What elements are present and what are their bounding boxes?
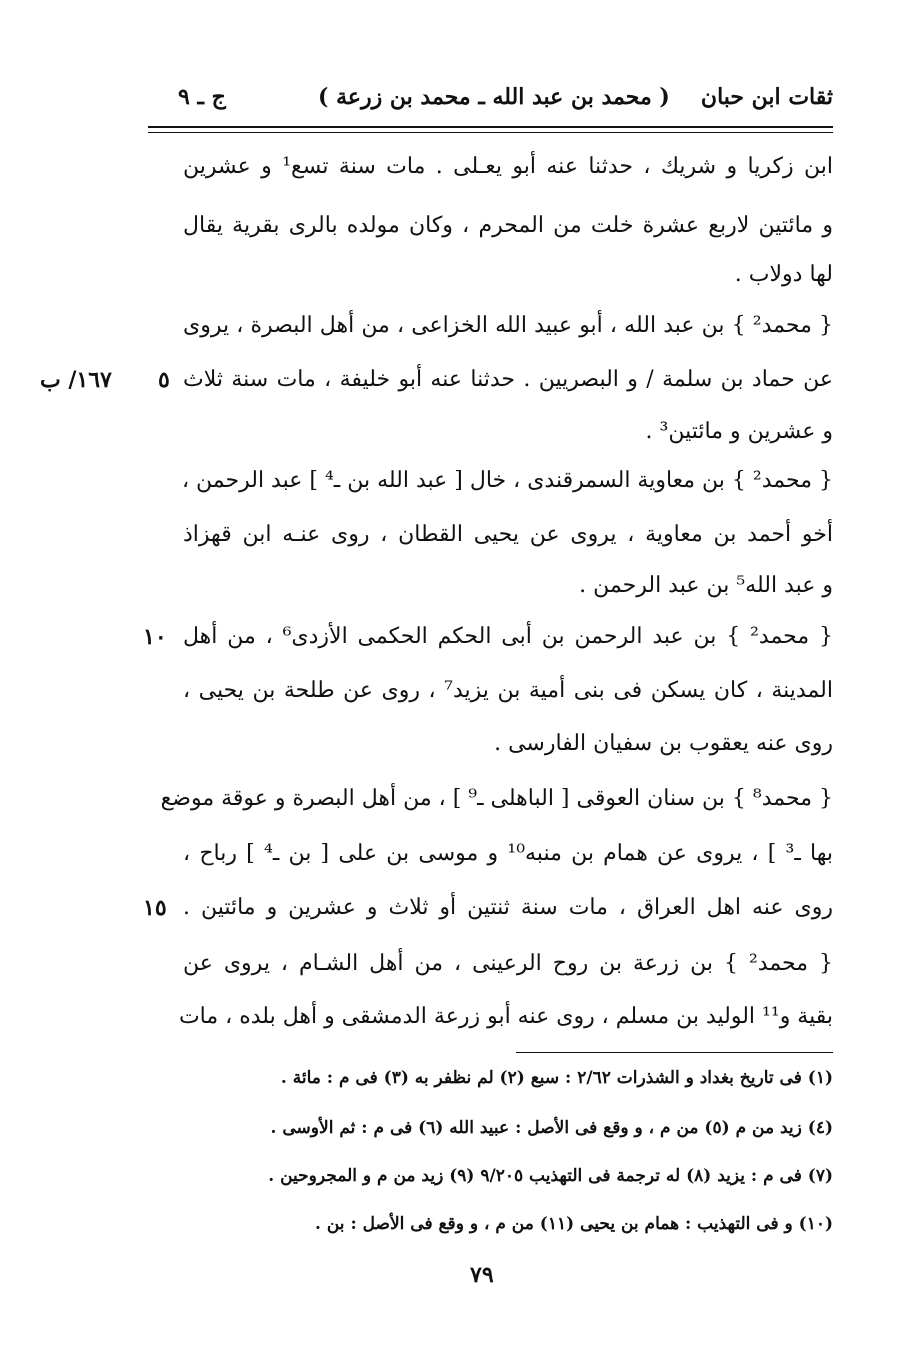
running-head-book-title: ثقات ابن حبان: [700, 84, 833, 110]
footnote-line: (٧) فى م : يزيد (٨) له ترجمة فى التهذيب ٩/٢٠٥ (٩) زيد من م و المجروحين .: [268, 1166, 833, 1186]
entry-first-line: { محمد⁸ } بن سنان العوقى [ الباهلى ـ⁹ ] ، من أهل البصرة و عوقة موضع: [160, 786, 833, 811]
entry-first-line: { محمد² } بن عبد الرحمن بن أبى الحكم الحكمى الأزدى⁶ ، من أهل: [183, 624, 833, 649]
margin-line-number: ٥: [158, 367, 170, 393]
running-head-section: ( محمد بن عبد الله ـ محمد بن زرعة ): [318, 84, 670, 110]
entry-first-line: { محمد² } بن زرعة بن روح الرعينى ، من أهل الشـام ، يروى عن: [183, 951, 833, 976]
margin-line-number: ١٥: [143, 895, 167, 921]
body-line: روى عنه يعقوب بن سفيان الفارسى .: [494, 731, 833, 756]
header-rule: [148, 126, 833, 128]
entry-first-line: { محمد² } بن عبد الله ، أبو عبيد الله الخزاعى ، من أهل البصرة ، يروى: [183, 313, 833, 338]
body-line: أخو أحمد بن معاوية ، يروى عن يحيى القطان ، روى عنـه ابن قهزاذ: [183, 522, 833, 547]
footnote-separator: [516, 1052, 833, 1053]
body-line: عن حماد بن سلمة / و البصريين . حدثنا عنه أبو خليفة ، مات سنة ثلاث: [183, 367, 833, 392]
margin-line-number: ١٠: [143, 624, 167, 650]
header-rule-thin: [148, 132, 833, 133]
body-line: لها دولاب .: [734, 262, 833, 287]
body-line: ابن زكريا و شريك ، حدثنا عنه أبو يعـلى . مات سنة تسع¹ و عشرين: [183, 154, 834, 179]
running-head-volume: ج ـ ٩: [178, 84, 226, 110]
body-line: و مائتين لاربع عشرة خلت من المحرم ، وكان مولده بالرى بقرية يقال: [183, 213, 833, 238]
margin-folio-reference: ١٦٧/ ب: [40, 367, 112, 393]
body-line: روى عنه اهل العراق ، مات سنة ثنتين أو ثلاث و عشرين و مائتين .: [183, 895, 833, 920]
footnote-line: (١٠) و فى التهذيب : همام بن يحيى (١١) من م ، و وقع فى الأصل : بن .: [315, 1214, 833, 1234]
footnote-line: (١) فى تاريخ بغداد و الشذرات ٢/٦٢ : سبع (٢) لم نظفر به (٣) فى م : مائة .: [280, 1068, 833, 1088]
body-line: بها ـ³ ] ، يروى عن همام بن منبه¹⁰ و موسى بن على [ بن ـ⁴ ] رباح ،: [183, 841, 833, 866]
entry-first-line: { محمد² } بن معاوية السمرقندى ، خال [ عبد الله بن ـ⁴ ] عبد الرحمن ،: [181, 468, 833, 493]
body-line: المدينة ، كان يسكن فى بنى أمية بن يزيد⁷ ، روى عن طلحة بن يحيى ،: [183, 678, 833, 703]
body-line: بقية و¹¹ الوليد بن مسلم ، روى عنه أبو زرعة الدمشقى و أهل بلده ، مات: [178, 1004, 833, 1029]
body-line: و عشرين و مائتين³ .: [645, 419, 833, 444]
footnote-line: (٤) زيد من م (٥) من م ، و وقع فى الأصل : عبيد الله (٦) فى م : ثم الأوسى .: [270, 1118, 833, 1138]
body-line: و عبد الله⁵ بن عبد الرحمن .: [579, 573, 833, 598]
page-number: ٧٩: [470, 1262, 494, 1288]
